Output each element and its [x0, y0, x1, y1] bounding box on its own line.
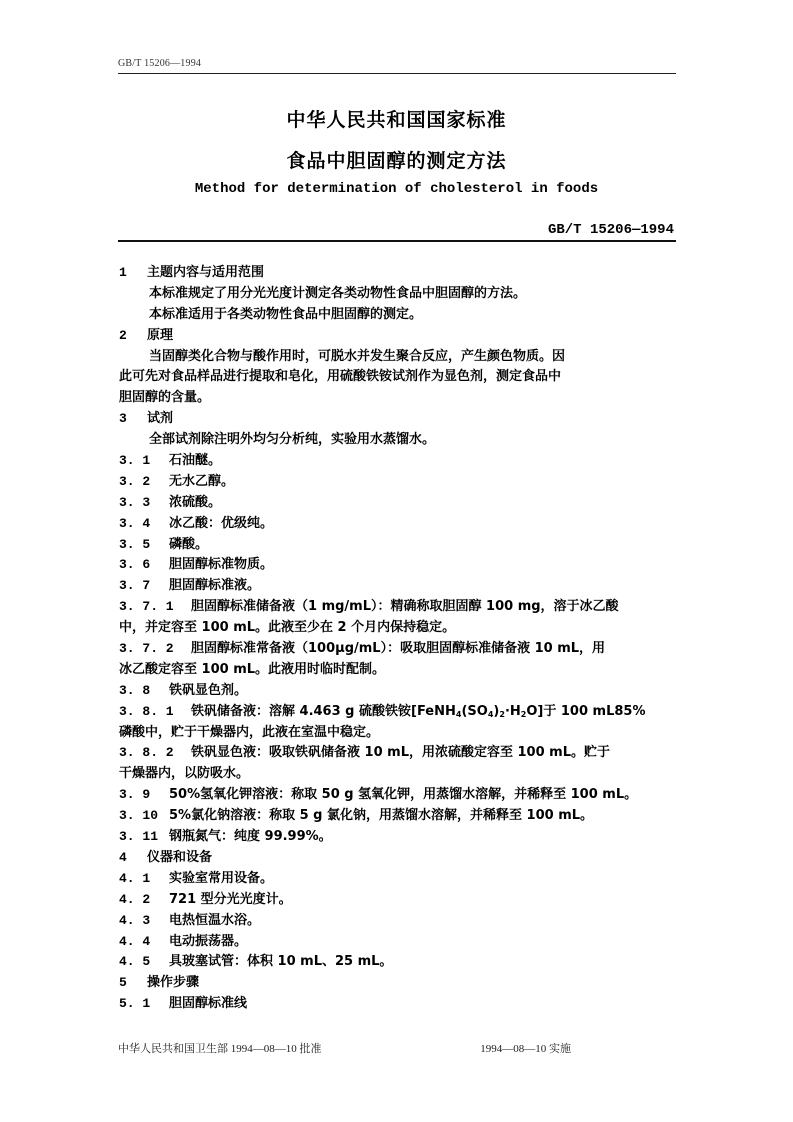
item-number: 3. 7 [119, 578, 151, 594]
header-rule [118, 73, 676, 74]
list-item [119, 994, 677, 1015]
item-number: 3. 5 [119, 536, 151, 552]
title-rule [118, 240, 676, 242]
item-text: 胆固醇标准物质。 [169, 557, 274, 573]
item-continuation: 中，并定容至 100 mL。此液至少在 2 个月内保持稳定。 [119, 620, 456, 636]
formula-subscript: 4 [455, 709, 462, 719]
section-number: 1 [119, 265, 127, 280]
item-continuation: 干燥器内，以防吸水。 [119, 766, 250, 782]
document-body [119, 263, 677, 1015]
item-text: 721 型分光光度计。 [169, 891, 292, 907]
list-item [119, 869, 677, 890]
section-heading [119, 326, 677, 347]
implementation-date: 1994—08—10 实施 [480, 1043, 571, 1055]
item-number: 3. 7. 1 [119, 599, 174, 615]
item-number: 3. 10 [119, 808, 159, 824]
item-number: 3. 4 [119, 515, 151, 531]
paragraph: 全部试剂除注明外均匀分析纯，实验用水蒸馏水。 [149, 432, 436, 448]
item-number: 4. 1 [119, 870, 151, 886]
item-number: 4. 2 [119, 891, 151, 907]
item-text: 钢瓶氮气：纯度 99.99%。 [169, 829, 332, 845]
list-item [119, 493, 677, 514]
item-number: 3. 2 [119, 473, 151, 489]
section-title: 试剂 [147, 411, 174, 427]
formula-part: (SO [461, 703, 488, 719]
item-number: 3. 11 [119, 829, 159, 845]
item-text: 电热恒温水浴。 [169, 912, 261, 928]
list-item [119, 743, 677, 764]
list-item [119, 785, 677, 806]
item-number: 3. 7. 2 [119, 641, 174, 657]
list-item [119, 514, 677, 535]
standard-number: GB/T 15206—1994 [547, 222, 674, 238]
formula-subscript: 2 [499, 709, 505, 719]
section-title: 操作步骤 [147, 975, 200, 991]
list-item [119, 827, 677, 848]
item-text: 浓硫酸。 [169, 494, 222, 510]
list-item [119, 597, 677, 618]
item-text [191, 704, 645, 719]
item-number: 3. 3 [119, 494, 151, 510]
formula-subscript: 4 [487, 709, 494, 719]
formula-part: O]于 100 mL85% [526, 703, 646, 719]
item-text: 铁矾显色剂。 [169, 682, 248, 698]
section-heading [119, 848, 677, 869]
list-item [119, 639, 677, 660]
item-number: 3. 8. 2 [119, 745, 174, 761]
list-item [119, 890, 677, 911]
list-item [119, 681, 677, 702]
section-number: 3 [119, 411, 127, 427]
list-item [119, 932, 677, 953]
title-national-standard: 中华人民共和国国家标准 [286, 109, 507, 131]
item-number: 4. 5 [119, 954, 151, 970]
item-number: 3. 1 [119, 453, 151, 469]
item-text: 胆固醇标准储备液（1 mg/mL）：精确称取胆固醇 100 mg，溶于冰乙酸 [191, 599, 619, 615]
item-number: 3. 9 [119, 787, 151, 803]
item-text: 冰乙酸：优级纯。 [169, 515, 274, 531]
formula-part: ·H [504, 703, 521, 719]
item-text: 胆固醇标准常备液（100μg/mL）：吸取胆固醇标准储备液 10 mL，用 [191, 641, 606, 657]
item-number: 3. 8. 1 [119, 703, 174, 719]
english-title: Method for determination of cholesterol in foods [194, 181, 599, 197]
paragraph-line: 当固醇类化合物与酸作用时，可脱水并发生聚合反应，产生颜色物质。因 [149, 348, 566, 364]
item-continuation: 冰乙酸定容至 100 mL。此液用时临时配制。 [119, 661, 386, 677]
item-number: 4. 4 [119, 933, 151, 949]
item-text: 具玻塞试管：体积 10 mL、25 mL。 [169, 954, 393, 970]
document-title: 食品中胆固醇的测定方法 [286, 150, 507, 172]
section-number: 5 [119, 975, 127, 991]
section-heading [119, 973, 677, 994]
item-number: 3. 6 [119, 557, 151, 573]
list-item [119, 806, 677, 827]
section-number: 2 [119, 327, 127, 343]
item-text: 5%氯化钠溶液：称取 5 g 氯化钠，用蒸馏水溶解，并稀释至 100 mL。 [169, 808, 594, 824]
list-item [119, 952, 677, 973]
section-heading [119, 263, 677, 284]
list-item [119, 472, 677, 493]
approval-note: 中华人民共和国卫生部 1994—08—10 批准 [118, 1043, 322, 1055]
formula-part: ) [493, 703, 500, 719]
item-number: 3. 8 [119, 682, 151, 698]
item-text: 实验室常用设备。 [169, 870, 274, 886]
formula-part: 铁矾储备液：溶解 4.463 g 硫酸铁铵[FeNH [191, 703, 456, 719]
running-header: GB/T 15206—1994 [118, 58, 202, 69]
paragraph-line: 胆固醇的含量。 [119, 390, 211, 406]
paragraph: 本标准适用于各类动物性食品中胆固醇的测定。 [149, 306, 423, 322]
item-number: 4. 3 [119, 912, 151, 928]
item-text: 磷酸。 [169, 536, 209, 552]
section-title: 仪器和设备 [147, 849, 213, 865]
item-text: 无水乙醇。 [169, 473, 235, 489]
paragraph: 本标准规定了用分光光度计测定各类动物性食品中胆固醇的方法。 [149, 285, 527, 301]
list-item [119, 911, 677, 932]
item-text: 胆固醇标准液。 [169, 578, 261, 594]
item-text: 石油醚。 [169, 453, 222, 469]
item-text: 胆固醇标准线 [169, 996, 248, 1012]
section-number: 4 [119, 849, 127, 865]
formula-subscript: 2 [520, 709, 527, 719]
item-text: 电动振荡器。 [169, 933, 248, 949]
item-text: 50%氢氧化钾溶液：称取 50 g 氢氧化钾，用蒸馏水溶解，并稀释至 100 mL。 [169, 787, 638, 803]
item-number: 5. 1 [119, 996, 151, 1012]
item-continuation: 磷酸中，贮于干燥器内，此液在室温中稳定。 [119, 724, 380, 740]
item-text: 铁矾显色液：吸取铁矾储备液 10 mL，用浓硫酸定容至 100 mL。贮于 [191, 745, 610, 761]
list-item [119, 576, 677, 597]
paragraph-line: 此可先对食品样品进行提取和皂化，用硫酸铁铵试剂作为显色剂，测定食品中 [119, 369, 562, 385]
section-title: 原理 [147, 327, 174, 343]
list-item [119, 702, 677, 723]
section-heading [119, 409, 677, 430]
list-item [119, 451, 677, 472]
list-item [119, 535, 677, 556]
list-item [119, 555, 677, 576]
section-title: 主题内容与适用范围 [147, 265, 265, 280]
